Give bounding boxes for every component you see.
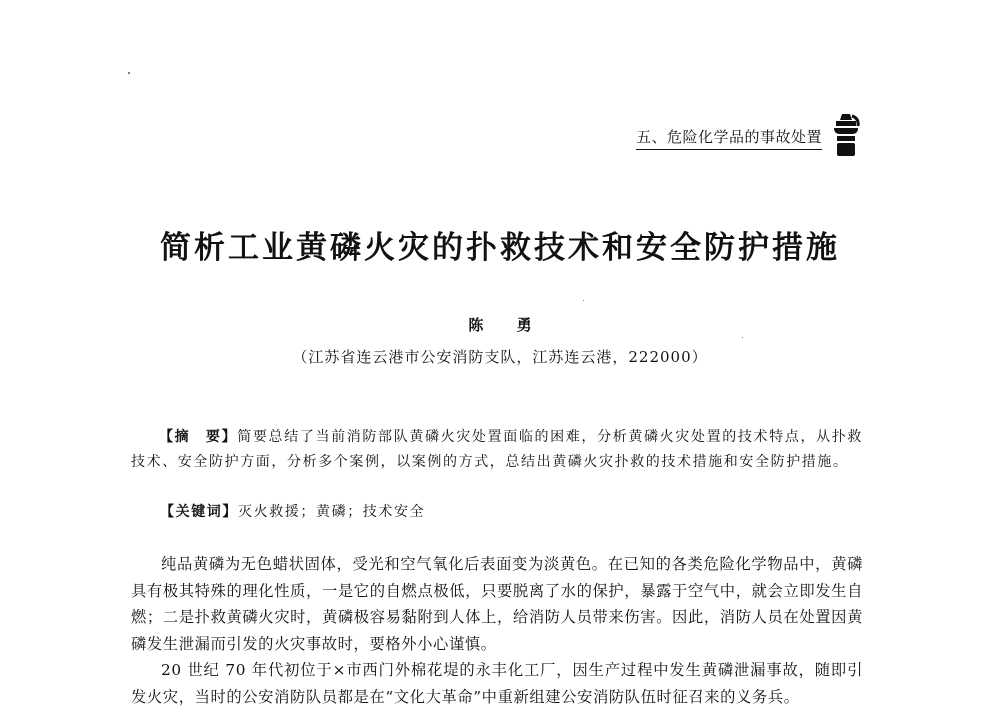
author-affiliation: （江苏省连云港市公安消防支队，江苏连云港，222000） xyxy=(292,348,708,366)
body-paragraph: 纯品黄磷为无色蜡状固体，受光和空气氧化后表面变为淡黄色。在已知的各类危险化学物品中，黄磷具有极其特殊的理化性质，一是它的自燃点极低，只要脱离了水的保护，暴露于空气中，就会立即发生自燃；二是扑救黄磷火灾时，黄磷极容易黏附到人体上，给消防人员带来伤害。因此，消防人员在处置因黄磷发生泄漏而引发的火灾事故时，要格外小心谨慎。 xyxy=(131,555,863,653)
scan-speck xyxy=(128,72,130,74)
keywords-text: 灭火救援；黄磷；技术安全 xyxy=(238,504,426,520)
abstract xyxy=(131,425,863,475)
keywords-label: 【关键词】 xyxy=(160,504,238,520)
section-header: 五、危险化学品的事故处置 xyxy=(636,126,822,150)
abstract-text: 简要总结了当前消防部队黄磷火灾处置面临的困难，分析黄磷火灾处置的技术特点，从扑救技术、安全防护方面，分析多个案例，以案例的方式，总结出黄磷火灾扑救的技术措施和安全防护措施。 xyxy=(131,429,864,470)
paper-title: 简析工业黄磷火灾的扑救技术和安全防护措施 xyxy=(160,230,840,266)
scan-speck xyxy=(583,300,584,301)
author-name: 陈 勇 xyxy=(468,316,546,334)
body-text xyxy=(131,551,863,710)
abstract-label: 【摘 要】 xyxy=(159,429,238,445)
keywords xyxy=(160,501,425,521)
scan-speck xyxy=(742,337,743,338)
body-paragraph: 20 世纪 70 年代初位于×市西门外棉花堤的永丰化工厂，因生产过程中发生黄磷泄漏事故，随即引发火灾，当时的公安消防队员都是在“文化大革命”中重新组建公安消防队伍时征召来的义务兵。 xyxy=(131,661,863,706)
fire-extinguisher-icon xyxy=(832,112,862,158)
